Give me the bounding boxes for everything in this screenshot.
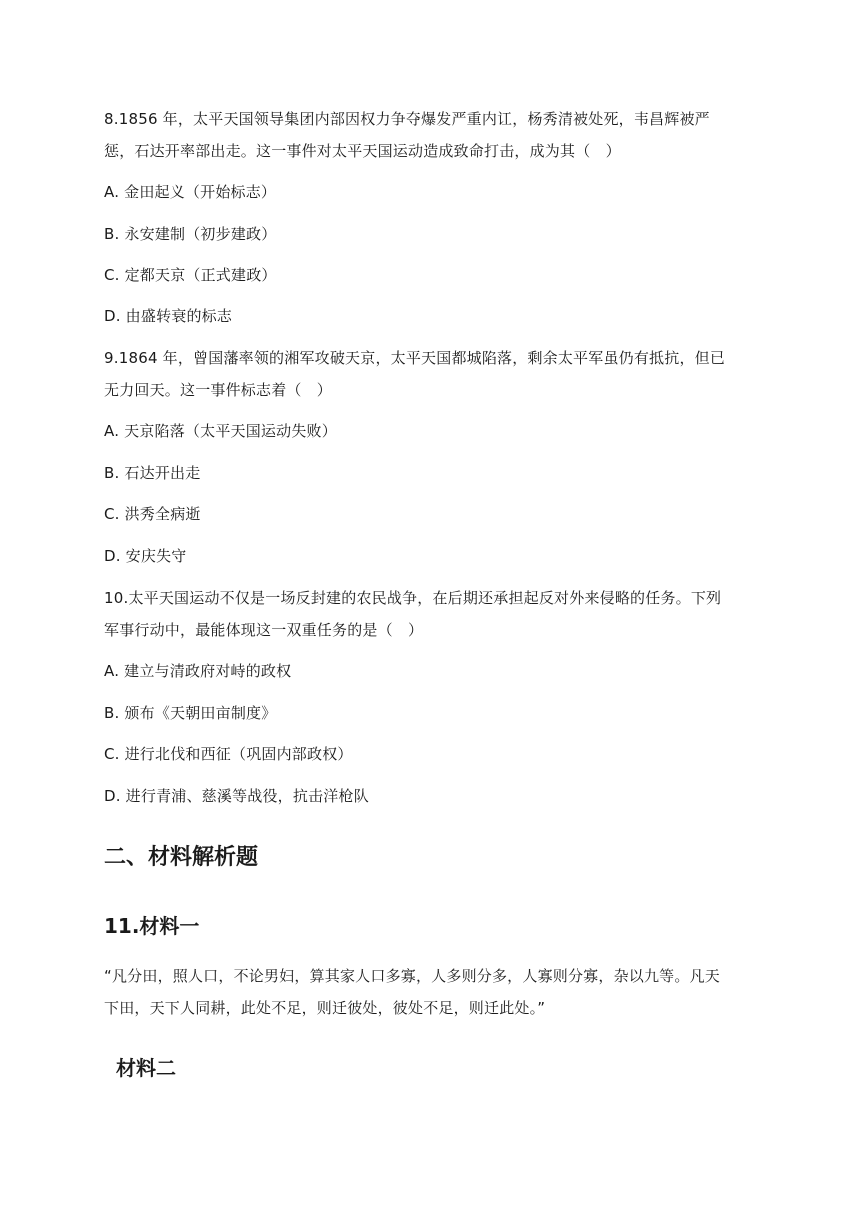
material-1-line-2: 下田，天下人同耕，此处不足，则迁彼处，彼处不足，则迁此处。” bbox=[104, 999, 546, 1017]
question-8-stem-line-1: 8.1856 年，太平天国领导集团内部因权力争夺爆发严重内讧，杨秀清被处死，韦昌辉被严 bbox=[104, 110, 710, 128]
question-10-option-a: A. 建立与清政府对峙的政权 bbox=[104, 662, 292, 680]
question-8-option-b: B. 永安建制（初步建政） bbox=[104, 225, 277, 243]
question-10-option-b: B. 颁布《天朝田亩制度》 bbox=[104, 704, 277, 722]
question-9-option-d: D. 安庆失守 bbox=[104, 547, 187, 565]
question-10-stem-line-2: 军事行动中，最能体现这一双重任务的是（ ） bbox=[104, 621, 424, 639]
question-9-option-b: B. 石达开出走 bbox=[104, 464, 201, 482]
question-8-option-c: C. 定都天京（正式建政） bbox=[104, 266, 277, 284]
question-8-option-d: D. 由盛转衰的标志 bbox=[104, 307, 233, 325]
question-10-stem-line-1: 10.太平天国运动不仅是一场反封建的农民战争，在后期还承担起反对外来侵略的任务。下列 bbox=[104, 589, 722, 607]
question-9-stem-line-1: 9.1864 年，曾国藩率领的湘军攻破天京，太平天国都城陷落，剩余太平军虽仍有抵抗，但已 bbox=[104, 349, 726, 367]
question-11-heading: 11.材料一 bbox=[104, 914, 200, 938]
material-1-line-1: “凡分田，照人口，不论男妇，算其家人口多寡，人多则分多，人寡则分寡，杂以九等。凡天 bbox=[104, 967, 720, 985]
question-8-option-a: A. 金田起义（开始标志） bbox=[104, 183, 277, 201]
question-10-option-c: C. 进行北伐和西征（巩固内部政权） bbox=[104, 745, 353, 763]
question-9-stem-line-2: 无力回天。这一事件标志着（ ） bbox=[104, 381, 333, 399]
material-2-heading: 材料二 bbox=[116, 1056, 176, 1080]
question-9-option-c: C. 洪秀全病逝 bbox=[104, 505, 201, 523]
section-2-heading: 二、材料解析题 bbox=[104, 845, 259, 870]
question-9-option-a: A. 天京陷落（太平天国运动失败） bbox=[104, 422, 337, 440]
question-10-option-d: D. 进行青浦、慈溪等战役，抗击洋枪队 bbox=[104, 787, 369, 805]
question-8-stem-line-2: 惩，石达开率部出走。这一事件对太平天国运动造成致命打击，成为其（ ） bbox=[104, 142, 621, 160]
